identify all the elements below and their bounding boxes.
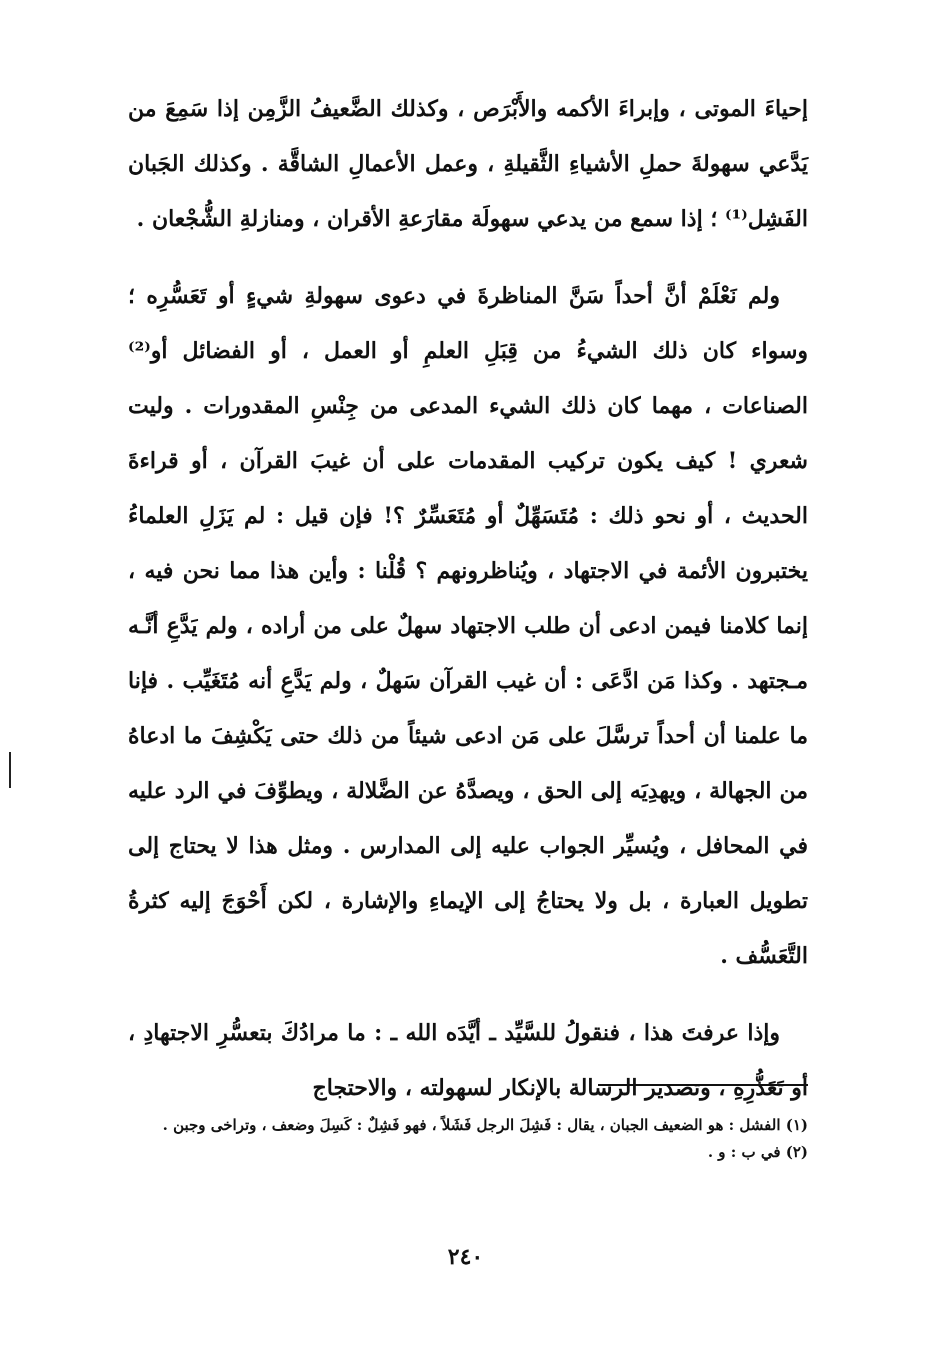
footnote-1: (١) الفشل : هو الضعيف الجبان ، يقال : فَشِلَ الرجل فَشَلاً ، فهو فَشِلٌ : كَسِلَ وضعف ، وتراخى وجبن . — [162, 1116, 808, 1134]
footnote-separator — [598, 1084, 808, 1086]
paragraph-1: إحياءَ الموتى ، وإبراءَ الأكمه والأَبْرَص ، وكذلك الضَّعيفُ الزَّمِن إذا سَمِعَ من يَدَّعي سهولةَ حملِ الأشياءِ الثَّقيلةِ ، وعمل الأعمالِ الشاقَّة . وكذلك الجَبان الفَشِل⁽¹⁾ ؛ إذا سمع من يدعي سهولَة مقارَعةِ الأقران ، ومنازلةِ الشُّجْعان . — [128, 96, 808, 232]
paragraph-3: وإذا عرفتَ هذا ، فنقولُ للسَّيِّد ـ أيَّدَه الله ـ : ما مرادُكَ بتعسُّرِ الاجتهادِ ، أو تَعَذُّرِهِ ، وتصدير الرسالة بالإنكار لسهولته ، والاحتجاج — [128, 1020, 808, 1101]
main-text — [128, 82, 808, 1116]
footnote-2: (٢) في ب : و . — [707, 1143, 808, 1161]
margin-mark — [9, 752, 11, 788]
page-number: ٢٤٠ — [447, 1244, 484, 1270]
paragraph-2: ولم نَعْلَمْ أنَّ أحداً سَنَّ المناظرةَ في دعوى سهولةِ شيءٍ أو تَعَسُّرِه ؛ وسواء كان ذلك الشيءُ من قِبَلِ العلمِ أو العمل ، أو الفضائل أو⁽²⁾ الصناعات ، مهما كان ذلك الشيء المدعى من جِنْسِ المقدورات . وليت شعري ! كيف يكون تركيب المقدمات على أن غيبَ القرآن ، أو قراءةَ الحديث ، أو نحو ذلك : مُتَسَهِّلٌ أو مُتَعَسِّرٌ ؟! فإن قيل : لم يَزَلِ العلماءُ يختبرون الأئمة في الاجتهاد ، ويُناظرونهم ؟ قُلْنا : وأين هذا مما نحن فيه ، إنما كلامنا فيمن ادعى أن طلب الاجتهاد سهلٌ على من أراده ، ولم يَدَّعِ أنَّـه مـجتهد . وكذا مَن ادَّعَى : أن غيب القرآن سَهلٌ ، ولم يَدَّعِ أنه مُتَغَيِّب . فإنا ما علمنا أن أحداً ترسَّلَ على مَن ادعى شيئاً من ذلك حتى يَكْشِفَ ما ادعاهُ من الجهالة ، ويهدِيَه إلى الحق ، ويصدَّهُ عن الضَّلالة ، ويطوِّفَ في الرد عليه في المحافل ، ويُسيِّر الجواب عليه إلى المدارس . ومثل هذا لا يحتاج إلى تطويل العبارة ، بل ولا يحتاجُ إلى الإيماءِ والإشارة ، لكن أَحْوَجَ إليه كثرةُ التَّعَسُّف . — [128, 283, 808, 969]
footnotes — [128, 1112, 808, 1166]
